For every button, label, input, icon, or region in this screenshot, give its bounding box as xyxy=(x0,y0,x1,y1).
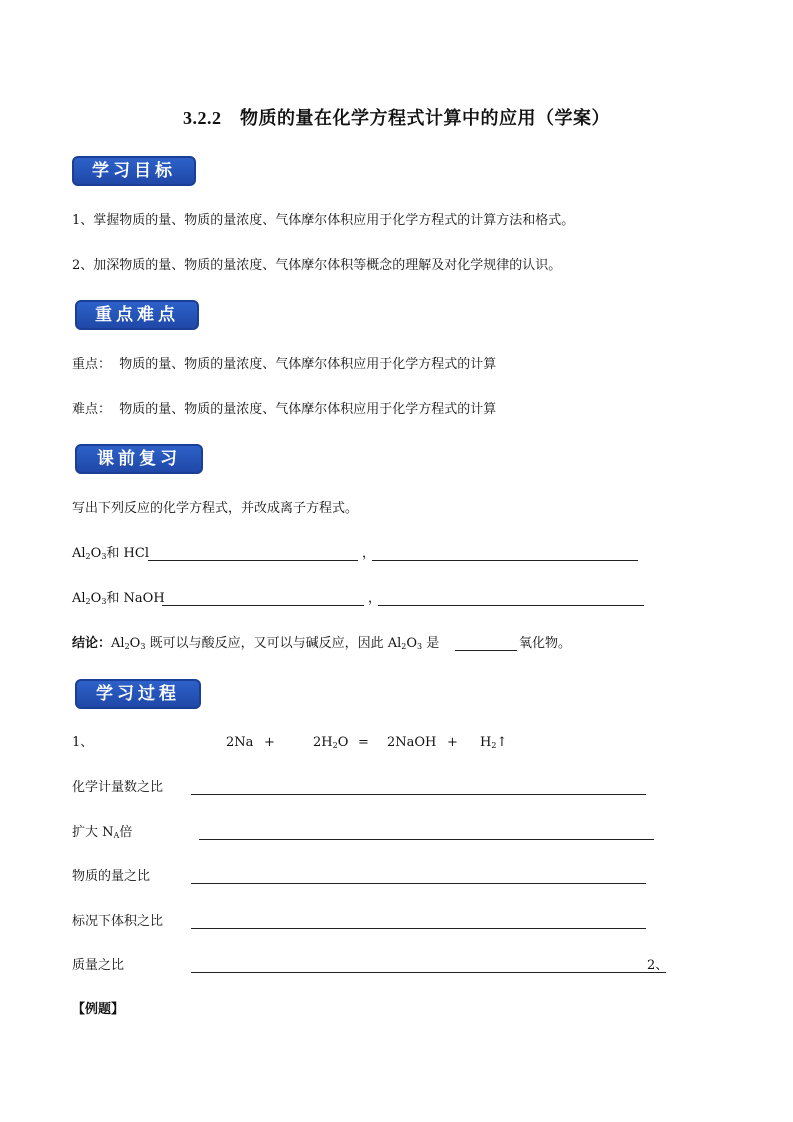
eq-naoh: 2NaOH xyxy=(387,735,437,750)
section-badge-goals: 学习目标 xyxy=(72,156,196,186)
eq-plus: + xyxy=(447,735,458,750)
answer-blank[interactable] xyxy=(191,794,646,795)
review-conclusion: 结论：$Al_2O_3$ 既可以与酸反应，又可以与碱反应，因此 $Al_2O_3$ 是 xyxy=(72,636,440,651)
answer-blank[interactable] xyxy=(455,650,517,651)
row-label-mass-ratio: 质量之比 xyxy=(72,958,125,973)
conclusion-end: 氧化物。 xyxy=(519,636,572,651)
row-label-volume-ratio: 标况下体积之比 xyxy=(72,914,164,929)
answer-blank[interactable] xyxy=(191,883,646,884)
eq-h2: $H_2↑$ xyxy=(480,735,508,750)
important-label: 重点： xyxy=(72,357,112,372)
answer-blank[interactable] xyxy=(199,839,654,840)
answer-blank[interactable] xyxy=(162,605,364,606)
difficult-point xyxy=(72,401,496,419)
section-badge-process: 学习过程 xyxy=(75,679,201,709)
important-point xyxy=(72,356,496,374)
difficult-label: 难点： xyxy=(72,402,112,417)
review-q2-label: $Al_2O_3$和 NaOH xyxy=(72,591,165,606)
answer-blank[interactable] xyxy=(372,560,638,561)
row-label-scale-na: 扩大 $N_A$倍 xyxy=(72,825,133,840)
comma: ， xyxy=(362,546,376,561)
eq-2na: 2Na xyxy=(226,735,254,750)
row-label-mole-ratio: 物质的量之比 xyxy=(72,869,151,884)
eq-plus: + xyxy=(264,735,275,750)
review-instruction: 写出下列反应的化学方程式，并改成离子方程式。 xyxy=(72,501,359,516)
conclusion-label: 结论： xyxy=(72,636,112,651)
example-heading: 【例题】 xyxy=(72,1002,125,1017)
section-badge-review: 课前复习 xyxy=(75,444,203,474)
section-badge-key-points: 重点难点 xyxy=(75,300,199,330)
row-label-coefficient-ratio: 化学计量数之比 xyxy=(72,780,164,795)
answer-blank[interactable] xyxy=(191,972,666,973)
goal-1: 1、掌握物质的量、物质的量浓度、气体摩尔体积应用于化学方程式的计算方法和格式。 xyxy=(72,213,575,228)
answer-blank[interactable] xyxy=(191,928,646,929)
eq-h2o: $2H_2O$ xyxy=(313,735,349,750)
item-number-2: 2、 xyxy=(647,958,669,973)
answer-blank[interactable] xyxy=(148,560,358,561)
page-title: 3.2.2 物质的量在化学方程式计算中的应用（学案） xyxy=(183,108,610,128)
goal-2: 2、加深物质的量、物质的量浓度、气体摩尔体积等概念的理解及对化学规律的认识。 xyxy=(72,258,562,273)
comma: ， xyxy=(368,591,382,606)
eq-equals: = xyxy=(358,735,369,750)
important-text: 物质的量、物质的量浓度、气体摩尔体积应用于化学方程式的计算 xyxy=(119,357,497,372)
difficult-text: 物质的量、物质的量浓度、气体摩尔体积应用于化学方程式的计算 xyxy=(119,402,497,417)
item-number-1: 1、 xyxy=(72,735,94,750)
review-q1-label: $Al_2O_3$和 HCl xyxy=(72,546,149,561)
answer-blank[interactable] xyxy=(378,605,644,606)
